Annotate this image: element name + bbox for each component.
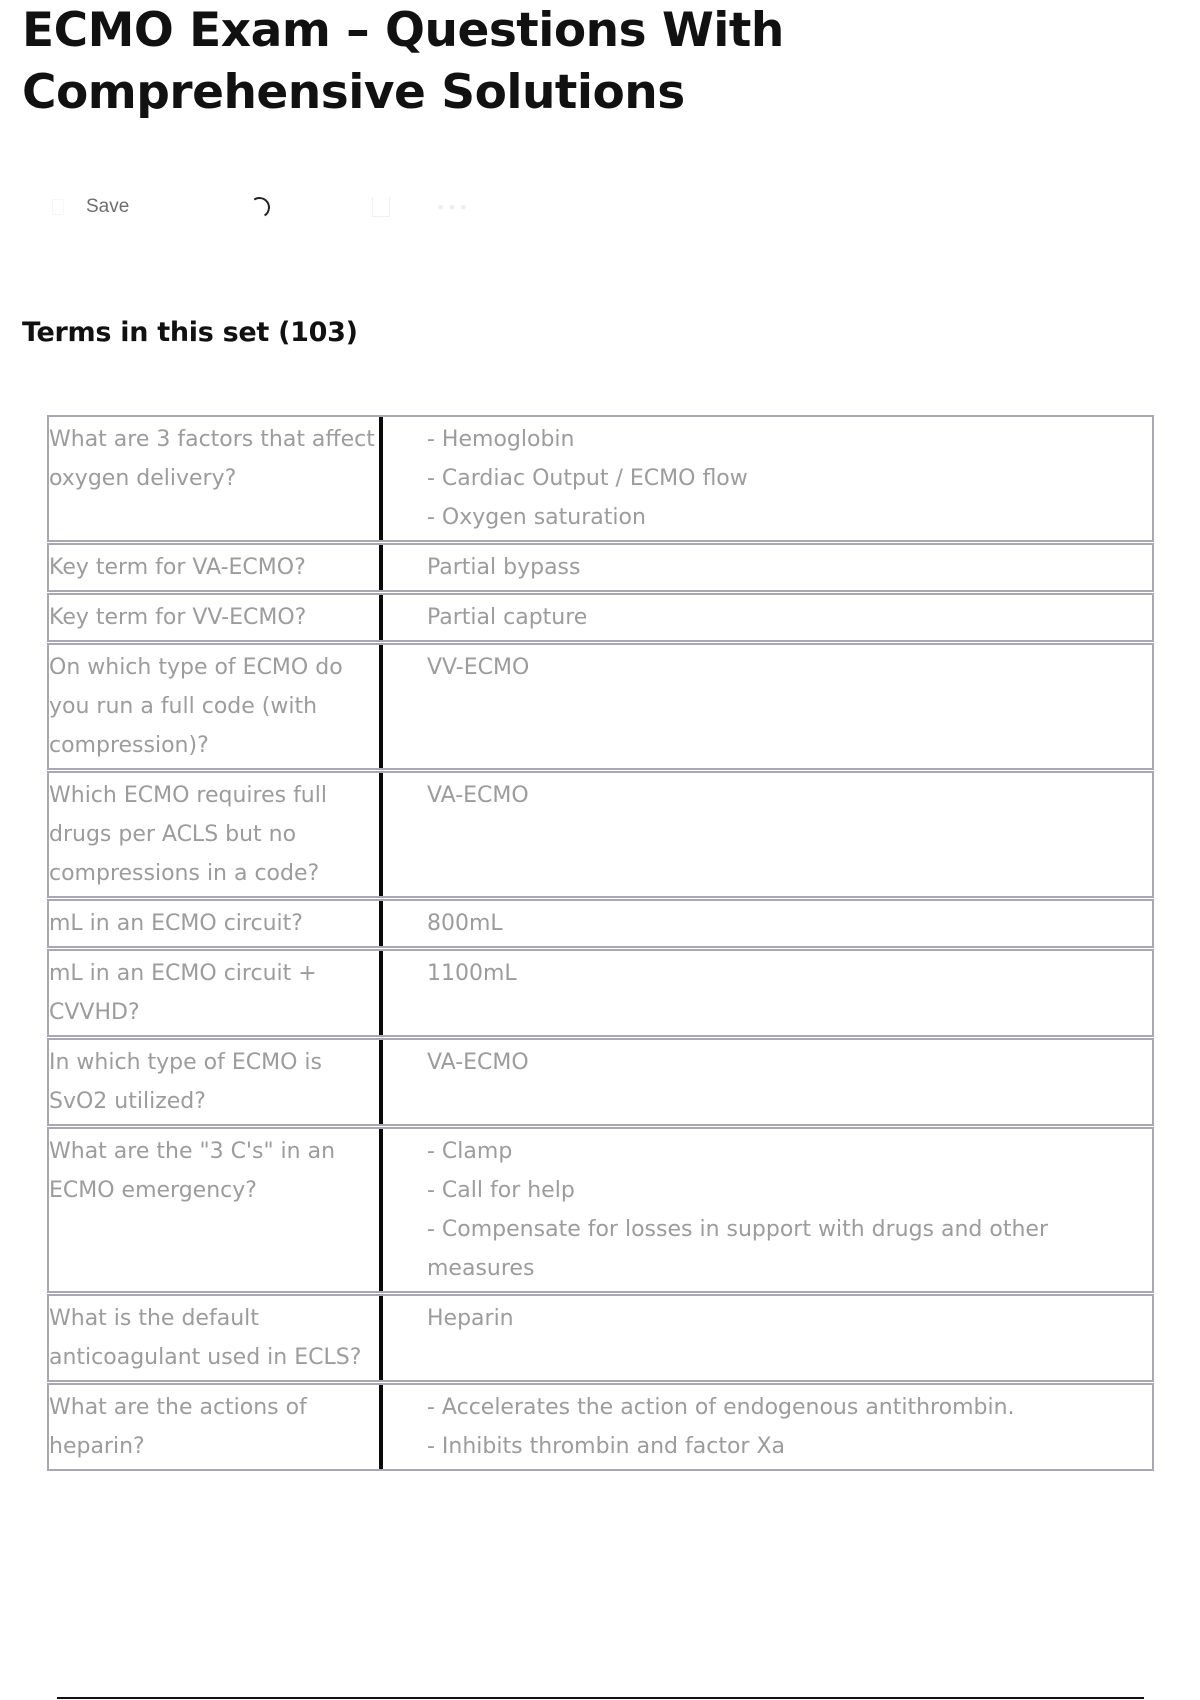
- save-button[interactable]: [52, 190, 142, 224]
- definition-text: [427, 594, 1153, 641]
- definition-line: - Cardiac Output / ECMO flow: [427, 466, 748, 491]
- more-options-button[interactable]: [436, 190, 470, 224]
- term-card-row[interactable]: [48, 950, 1153, 1036]
- term-definition-divider: [379, 1128, 427, 1292]
- divider-bar: [379, 1040, 383, 1124]
- term-definition-divider: [379, 644, 427, 769]
- loading-indicator: [242, 190, 276, 224]
- term-definition-divider: [379, 772, 427, 897]
- definition-line: VA-ECMO: [427, 1050, 529, 1075]
- definition-line: 1100mL: [427, 961, 517, 986]
- divider-bar: [379, 417, 383, 540]
- definition-text: [427, 416, 1153, 541]
- definition-line: 800mL: [427, 911, 503, 936]
- definition-line: - Accelerates the action of endogenous antithrombin.: [427, 1395, 1015, 1420]
- term-definition-divider: [379, 544, 427, 591]
- term-card-row[interactable]: [48, 1384, 1153, 1470]
- divider-bar: [379, 951, 383, 1035]
- definition-line: - Call for help: [427, 1178, 575, 1203]
- term-text: Key term for VA-ECMO?: [48, 544, 379, 591]
- definition-line: VA-ECMO: [427, 783, 529, 808]
- term-definition-divider: [379, 416, 427, 541]
- term-definition-divider: [379, 1384, 427, 1470]
- set-toolbar: [52, 190, 472, 224]
- term-card-row[interactable]: [48, 1039, 1153, 1125]
- term-card-row[interactable]: [48, 1295, 1153, 1381]
- definition-line: VV-ECMO: [427, 655, 530, 680]
- share-button[interactable]: [366, 190, 396, 224]
- term-definition-divider: [379, 1039, 427, 1125]
- save-label: Save: [86, 196, 130, 217]
- term-card-row[interactable]: [48, 644, 1153, 769]
- term-text: In which type of ECMO is SvO2 utilized?: [48, 1039, 379, 1125]
- more-icon: •••: [435, 197, 471, 217]
- definition-line: - Clamp: [427, 1139, 513, 1164]
- divider-bar: [379, 1129, 383, 1291]
- divider-bar: [379, 645, 383, 768]
- term-text: mL in an ECMO circuit?: [48, 900, 379, 947]
- term-card-row[interactable]: [48, 772, 1153, 897]
- definition-line: Partial capture: [427, 605, 588, 630]
- definition-text: [427, 1295, 1153, 1381]
- bookmark-icon: [52, 199, 64, 215]
- definition-line: Partial bypass: [427, 555, 581, 580]
- definition-text: [427, 772, 1153, 897]
- terms-table: [47, 415, 1154, 1471]
- term-text: What are the actions of heparin?: [48, 1384, 379, 1470]
- definition-text: [427, 1384, 1153, 1470]
- definition-line: - Inhibits thrombin and factor Xa: [427, 1434, 785, 1459]
- term-definition-divider: [379, 594, 427, 641]
- divider-bar: [379, 545, 383, 590]
- definition-text: [427, 950, 1153, 1036]
- term-card-row[interactable]: [48, 900, 1153, 947]
- term-text: What are 3 factors that affect oxygen delivery?: [48, 416, 379, 541]
- page-title: ECMO Exam – Questions With Comprehensive Solutions: [22, 3, 784, 120]
- divider-bar: [379, 595, 383, 640]
- definition-line: - Oxygen saturation: [427, 505, 646, 530]
- definition-text: [427, 1039, 1153, 1125]
- divider-bar: [379, 1385, 383, 1469]
- term-definition-divider: [379, 950, 427, 1036]
- divider-bar: [379, 773, 383, 896]
- term-text: What is the default anticoagulant used in ECLS?: [48, 1295, 379, 1381]
- definition-line: - Hemoglobin: [427, 427, 575, 452]
- page-divider: [57, 1697, 1144, 1699]
- term-text: Which ECMO requires full drugs per ACLS but no compressions in a code?: [48, 772, 379, 897]
- definition-line: - Compensate for losses in support with drugs and other measures: [427, 1217, 1055, 1281]
- term-card-row[interactable]: [48, 416, 1153, 541]
- definition-text: [427, 900, 1153, 947]
- definition-text: [427, 1128, 1153, 1292]
- definition-line: Heparin: [427, 1306, 514, 1331]
- term-text: What are the "3 C's" in an ECMO emergency?: [48, 1128, 379, 1292]
- terms-heading: Terms in this set (103): [22, 317, 358, 348]
- term-definition-divider: [379, 1295, 427, 1381]
- term-card-row[interactable]: [48, 1128, 1153, 1292]
- term-text: mL in an ECMO circuit + CVVHD?: [48, 950, 379, 1036]
- divider-bar: [379, 1296, 383, 1380]
- term-card-row[interactable]: [48, 594, 1153, 641]
- term-definition-divider: [379, 900, 427, 947]
- definition-text: [427, 544, 1153, 591]
- definition-text: [427, 644, 1153, 769]
- divider-bar: [379, 901, 383, 946]
- share-icon: [372, 197, 390, 217]
- term-card-row[interactable]: [48, 544, 1153, 591]
- term-text: Key term for VV-ECMO?: [48, 594, 379, 641]
- loading-spinner-icon: [247, 195, 272, 220]
- terms-list: [48, 416, 1153, 1470]
- term-text: On which type of ECMO do you run a full code (with compression)?: [48, 644, 379, 769]
